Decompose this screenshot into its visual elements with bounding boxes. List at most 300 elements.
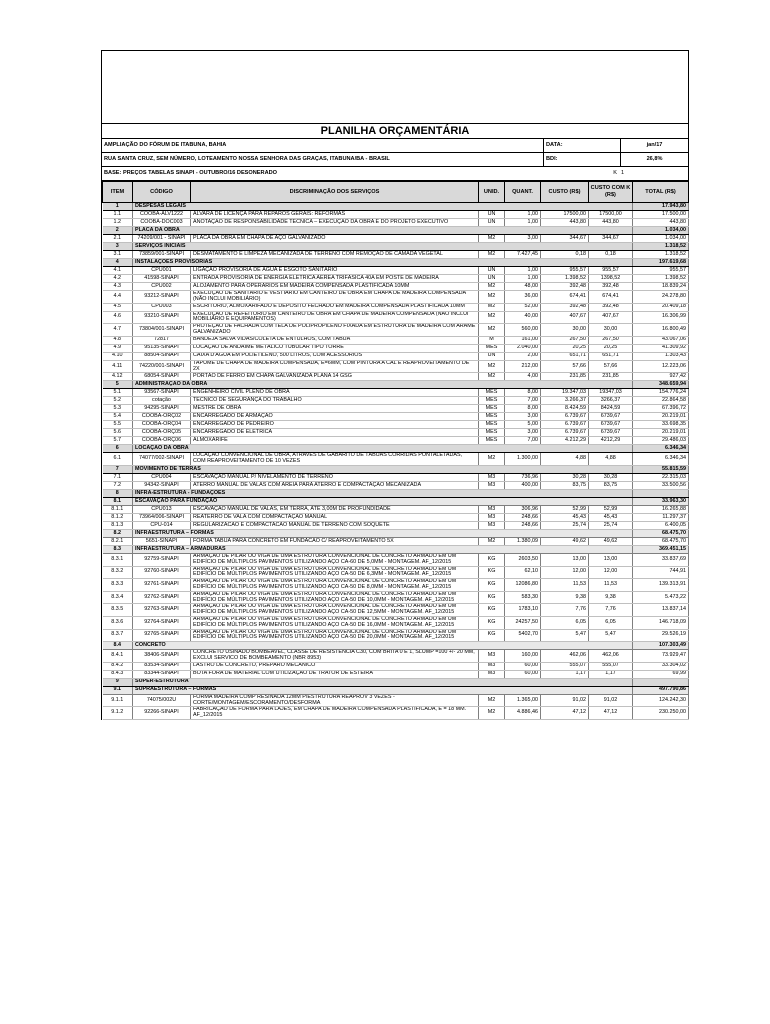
item-number: 4.11 xyxy=(103,360,133,373)
item-cost: 6,05 xyxy=(541,616,589,629)
group-title: MOVIMENTO DE TERRAS xyxy=(133,465,633,473)
group-item-number: 9.1 xyxy=(103,686,133,694)
group-item-number: 3 xyxy=(103,243,133,251)
group-row xyxy=(103,489,689,497)
item-number: 5.5 xyxy=(103,421,133,429)
item-unit: M3 xyxy=(479,521,505,529)
item-unit: MÊS xyxy=(479,437,505,445)
item-cost-k: 443,80 xyxy=(589,219,633,227)
item-number: 4.9 xyxy=(103,344,133,352)
item-cost: 11,53 xyxy=(541,579,589,592)
col-qty: QUANT. xyxy=(505,182,541,203)
item-unit: KG xyxy=(479,579,505,592)
group-row xyxy=(103,678,689,686)
item-unit: UN xyxy=(479,352,505,360)
item-unit: M2 xyxy=(479,373,505,381)
item-code: 93210-SINAPI xyxy=(133,311,191,324)
group-item-number: 2 xyxy=(103,227,133,235)
item-code: 74209/001 - SINAPI xyxy=(133,235,191,243)
table-row xyxy=(103,694,689,707)
item-code: 38406-SINAPI xyxy=(133,650,191,663)
item-cost-k: 5,47 xyxy=(589,629,633,642)
item-unit: M2 xyxy=(479,360,505,373)
table-row xyxy=(103,235,689,243)
item-cost-k: 462,06 xyxy=(589,650,633,663)
item-unit: M2 xyxy=(479,251,505,259)
item-code: 92763-SINAPI xyxy=(133,604,191,617)
group-title: PLACA DA OBRA xyxy=(133,227,633,235)
group-item-number: 9 xyxy=(103,678,133,686)
item-code: COOBA-ORÇ02 xyxy=(133,413,191,421)
item-total: 41.309,92 xyxy=(633,344,689,352)
item-unit: M3 xyxy=(479,481,505,489)
item-number: 4.3 xyxy=(103,283,133,291)
group-item-number: 6 xyxy=(103,445,133,453)
item-cost: 231,85 xyxy=(541,373,589,381)
item-total: 18.839,24 xyxy=(633,283,689,291)
item-quantity: 1.300,00 xyxy=(505,453,541,466)
item-code: COOBA-ORÇ06 xyxy=(133,437,191,445)
item-total: 16.306,99 xyxy=(633,311,689,324)
item-cost: 407,67 xyxy=(541,311,589,324)
item-code: 83344-SINAPI xyxy=(133,670,191,678)
item-description: MESTRE DE OBRA xyxy=(191,405,479,413)
item-number: 4.4 xyxy=(103,291,133,304)
item-description: FABRICAÇÃO DE FÔRMA PARA LAJES, EM CHAPA DE MADEIRA COMPENSADA PLASTIFICADA, E = 18 MM. AF_12/2015 xyxy=(191,707,479,720)
item-number: 9.1.2 xyxy=(103,707,133,720)
item-cost-k: 651,71 xyxy=(589,352,633,360)
item-number: 5.2 xyxy=(103,397,133,405)
subgroup-row xyxy=(103,529,689,537)
item-description: PROTEÇÃO DE FACHADA COM TELA DE POLIPROPILENO FIXADA EM ESTRUTURA DE MADEIRA COM ARAME GALVANIZADO xyxy=(191,324,479,337)
table-row xyxy=(103,352,689,360)
item-total: 68.475,70 xyxy=(633,537,689,545)
item-description: DESMATAMENTO E LIMPEZA MECANIZADA DE TERRENO COM REMOÇÃO DE CAMADA VEGETAL xyxy=(191,251,479,259)
item-total: 11.297,37 xyxy=(633,513,689,521)
item-number: 4.7 xyxy=(103,324,133,337)
item-quantity: 560,00 xyxy=(505,324,541,337)
item-cost-k: 91,02 xyxy=(589,694,633,707)
item-code: COOBA-ALV1222 xyxy=(133,211,191,219)
group-title: SUPER-ESTRUTURA xyxy=(133,678,633,686)
subgroup-row xyxy=(103,497,689,505)
item-description: REGULARIZACAO E COMPACTACAO MANUAL DE TERRENO COM SOQUETE xyxy=(191,521,479,529)
item-cost-k: 52,99 xyxy=(589,505,633,513)
item-quantity: 60,00 xyxy=(505,662,541,670)
table-row xyxy=(103,707,689,720)
item-cost: 7,76 xyxy=(541,604,589,617)
item-cost-k: 955,57 xyxy=(589,267,633,275)
bdi-value: 26,8% xyxy=(620,153,688,166)
item-description: ENTRADA PROVISÓRIA DE ENERGIA ELÉTRICA AÉREA TRIFÁSICA 40A EM POSTE DE MADEIRA xyxy=(191,275,479,283)
table-row xyxy=(103,373,689,381)
group-row xyxy=(103,381,689,389)
item-number: 5.1 xyxy=(103,389,133,397)
item-total: 33.304,02 xyxy=(633,662,689,670)
item-cost: 19.347,03 xyxy=(541,389,589,397)
item-cost: 344,67 xyxy=(541,235,589,243)
item-code: 74220/001-SINAPI xyxy=(133,360,191,373)
item-quantity: 40,00 xyxy=(505,311,541,324)
item-quantity: 24257,50 xyxy=(505,616,541,629)
group-total: 1.318,52 xyxy=(633,243,689,251)
item-cost-k: 12,00 xyxy=(589,566,633,579)
item-unit: MÊS xyxy=(479,397,505,405)
group-title: ADMINISTRAÇÃO DA OBRA xyxy=(133,381,633,389)
group-title: INFRA-ESTRUTURA - FUNDAÇÕES xyxy=(133,489,633,497)
group-total: 107.303,49 xyxy=(633,642,689,650)
item-description: EXECUÇÃO DE SANITÁRIO E VESTIÁRIO EM CANTEIRO DE OBRA EM CHAPA DE MADEIRA COMPENSADA (NÃO INCLUI MOBILIÁRIO) xyxy=(191,291,479,304)
item-quantity: 8,00 xyxy=(505,405,541,413)
item-unit: MÊS xyxy=(479,429,505,437)
item-code: 68054-SINAPI xyxy=(133,373,191,381)
item-description: ARMAÇÃO DE PILAR OU VIGA DE UMA ESTRUTURA CONVENCIONAL DE CONCRETO ARMADO EM UM EDIFÍCIO DE MÚLTIPLOS PAVIMENTOS UTILIZANDO AÇO CA-50 DE 16,0MM - MONTAGEM. AF_12/2015 xyxy=(191,616,479,629)
table-row xyxy=(103,421,689,429)
item-description: TÉCNICO DE SEGURANÇA DO TRABALHO xyxy=(191,397,479,405)
item-unit: M3 xyxy=(479,473,505,481)
item-cost: 443,80 xyxy=(541,219,589,227)
item-code: 95135-SINAPI xyxy=(133,344,191,352)
item-cost-k: 7,76 xyxy=(589,604,633,617)
item-cost-k: 4212,29 xyxy=(589,437,633,445)
item-quantity: 52,00 xyxy=(505,303,541,311)
item-description: FORMA TABUA PARA CONCRETO EM FUNDACAO C/ REAPROVEITAMENTO 5X xyxy=(191,537,479,545)
item-cost-k: 19347,03 xyxy=(589,389,633,397)
item-code: 92760-SINAPI xyxy=(133,566,191,579)
item-code: COOBA-ORÇ05 xyxy=(133,429,191,437)
item-description: ARMAÇÃO DE PILAR OU VIGA DE UMA ESTRUTURA CONVENCIONAL DE CONCRETO ARMADO EM UM EDIFÍCIO DE MÚLTIPLOS PAVIMENTOS UTILIZANDO AÇO CA-50 DE 12,5MM - MONTAGEM. AF_12/2015 xyxy=(191,604,479,617)
item-cost-k: 1,17 xyxy=(589,670,633,678)
item-quantity: 62,10 xyxy=(505,566,541,579)
item-cost: 4,88 xyxy=(541,453,589,466)
subgroup-row xyxy=(103,686,689,694)
item-description: CAIXA D'ÁGUA EM POLIETILENO, 500 LITROS, COM ACESSÓRIOS xyxy=(191,352,479,360)
group-row xyxy=(103,465,689,473)
item-quantity: 12086,80 xyxy=(505,579,541,592)
item-number: 5.4 xyxy=(103,413,133,421)
item-code: 73964/006-SINAPI xyxy=(133,513,191,521)
item-total: 20.219,01 xyxy=(633,413,689,421)
table-row xyxy=(103,219,689,227)
item-cost-k: 1398,52 xyxy=(589,275,633,283)
item-total: 1.034,00 xyxy=(633,235,689,243)
item-cost-k: 20,25 xyxy=(589,344,633,352)
item-cost: 13,00 xyxy=(541,553,589,566)
item-unit: M2 xyxy=(479,707,505,720)
item-code: COOBA-ORÇ04 xyxy=(133,421,191,429)
item-code: 74077/002-SINAPI xyxy=(133,453,191,466)
item-unit: KG xyxy=(479,566,505,579)
item-number: 8.3.2 xyxy=(103,566,133,579)
item-code: CPU003 xyxy=(133,303,191,311)
group-total xyxy=(633,489,689,497)
item-cost-k: 6739,67 xyxy=(589,429,633,437)
item-number: 1.2 xyxy=(103,219,133,227)
item-cost-k: 392,48 xyxy=(589,283,633,291)
item-quantity: 1,00 xyxy=(505,219,541,227)
item-total: 22.315,03 xyxy=(633,473,689,481)
item-cost: 6.739,67 xyxy=(541,429,589,437)
item-description: ATERRO MANUAL DE VALAS COM AREIA PARA ATERRO E COMPACTAÇÃO MECANIZADA xyxy=(191,481,479,489)
item-description: ARMAÇÃO DE PILAR OU VIGA DE UMA ESTRUTURA CONVENCIONAL DE CONCRETO ARMADO EM UM EDIFÍCIO DE MÚLTIPLOS PAVIMENTOS UTILIZANDO AÇO CA-50 DE 8,0MM - MONTAGEM. AF_12/2015 xyxy=(191,579,479,592)
item-description: ARMAÇÃO DE PILAR OU VIGA DE UMA ESTRUTURA CONVENCIONAL DE CONCRETO ARMADO EM UM EDIFÍCIO DE MÚLTIPLOS PAVIMENTOS UTILIZANDO AÇO CA-60 DE 5,0MM - MONTAGEM. AF_12/2015 xyxy=(191,553,479,566)
table-row xyxy=(103,513,689,521)
table-header-row xyxy=(103,182,689,203)
item-unit: UN xyxy=(479,267,505,275)
item-cost-k: 6739,67 xyxy=(589,421,633,429)
table-row xyxy=(103,553,689,566)
item-description: ENCARREGADO DE PEDREIRO xyxy=(191,421,479,429)
item-cost: 30,28 xyxy=(541,473,589,481)
item-code: CPU004 xyxy=(133,473,191,481)
group-title: INFRAESTRUTURA – FORMAS xyxy=(133,529,633,537)
item-unit: UN xyxy=(479,275,505,283)
item-unit: M2 xyxy=(479,303,505,311)
item-number: 8.3.7 xyxy=(103,629,133,642)
item-quantity: 5402,70 xyxy=(505,629,541,642)
k-label: K xyxy=(613,170,617,176)
item-unit: KG xyxy=(479,629,505,642)
item-code: 92266-SINAPI xyxy=(133,707,191,720)
item-quantity: 4,00 xyxy=(505,373,541,381)
item-cost: 392,48 xyxy=(541,283,589,291)
item-total: 6.346,34 xyxy=(633,453,689,466)
item-number: 8.3.5 xyxy=(103,604,133,617)
table-row xyxy=(103,324,689,337)
group-item-number: 7 xyxy=(103,465,133,473)
item-number: 1.1 xyxy=(103,211,133,219)
table-row xyxy=(103,397,689,405)
item-unit: M3 xyxy=(479,650,505,663)
item-unit: M2 xyxy=(479,537,505,545)
item-unit: M3 xyxy=(479,513,505,521)
item-description: TAPUME DE CHAPA DE MADEIRA COMPENSADA, E=6MM, COM PINTURA A CAL E REAPROVEITAMENTO DE 2X xyxy=(191,360,479,373)
item-code: 72817 xyxy=(133,336,191,344)
item-total: 33.837,69 xyxy=(633,553,689,566)
item-quantity: 7,00 xyxy=(505,437,541,445)
group-title: ESCAVAÇÃO PARA FUNDAÇÃO xyxy=(133,497,633,505)
budget-sheet xyxy=(101,50,689,720)
item-number: 7.2 xyxy=(103,481,133,489)
group-row xyxy=(103,227,689,235)
group-total: 197.619,68 xyxy=(633,259,689,267)
item-cost: 30,00 xyxy=(541,324,589,337)
table-row xyxy=(103,481,689,489)
budget-table xyxy=(102,181,689,720)
item-cost-k: 30,00 xyxy=(589,324,633,337)
table-row xyxy=(103,344,689,352)
group-item-number: 4 xyxy=(103,259,133,267)
item-description: LASTRO DE CONCRETO, PREPARO MECANICO xyxy=(191,662,479,670)
item-number: 9.1.1 xyxy=(103,694,133,707)
group-title: INFRAESTRUTURA – ARMADURAS xyxy=(133,545,633,553)
date-value: jan/17 xyxy=(620,139,688,152)
item-cost-k: 49,62 xyxy=(589,537,633,545)
group-item-number: 8.2 xyxy=(103,529,133,537)
item-description: BANDEJA SALVA VIDAS/COLETA DE ENTULHOS, COM TÁBUA xyxy=(191,336,479,344)
item-number: 8.1.2 xyxy=(103,513,133,521)
table-row xyxy=(103,537,689,545)
item-quantity: 1.365,00 xyxy=(505,694,541,707)
table-row xyxy=(103,437,689,445)
k-value: 1 xyxy=(621,170,625,176)
col-total: TOTAL (R$) xyxy=(633,182,689,203)
item-total: 16.800,49 xyxy=(633,324,689,337)
item-cost-k: 45,43 xyxy=(589,513,633,521)
item-total: 73.929,47 xyxy=(633,650,689,663)
item-cost-k: 47,12 xyxy=(589,707,633,720)
item-total: 443,80 xyxy=(633,219,689,227)
group-total xyxy=(633,678,689,686)
item-description: PLACA DA OBRA EM CHAPA DE AÇO GALVANIZADO xyxy=(191,235,479,243)
item-code: 74075/002U xyxy=(133,694,191,707)
item-unit: KG xyxy=(479,616,505,629)
item-number: 4.2 xyxy=(103,275,133,283)
item-description: ENGENHEIRO CIVIL PLENO DE OBRA xyxy=(191,389,479,397)
item-number: 4.8 xyxy=(103,336,133,344)
item-cost: 392,48 xyxy=(541,303,589,311)
item-code: 92761-SINAPI xyxy=(133,579,191,592)
item-total: 22.864,58 xyxy=(633,397,689,405)
item-quantity: 2603,50 xyxy=(505,553,541,566)
item-description: ENCARREGADO DE ELÉTRICA xyxy=(191,429,479,437)
group-total: 497.790,86 xyxy=(633,686,689,694)
group-total: 33.963,30 xyxy=(633,497,689,505)
bdi-label: BDI: xyxy=(543,153,620,166)
table-row xyxy=(103,579,689,592)
item-cost: 91,02 xyxy=(541,694,589,707)
table-row xyxy=(103,566,689,579)
item-total: 29.486,03 xyxy=(633,437,689,445)
group-title: CONCRETO xyxy=(133,642,633,650)
item-cost-k: 674,41 xyxy=(589,291,633,304)
item-cost: 1,17 xyxy=(541,670,589,678)
table-row xyxy=(103,629,689,642)
item-cost-k: 30,28 xyxy=(589,473,633,481)
table-row xyxy=(103,505,689,513)
item-cost: 83,75 xyxy=(541,481,589,489)
item-cost: 674,41 xyxy=(541,291,589,304)
item-quantity: 60,00 xyxy=(505,670,541,678)
item-cost: 45,43 xyxy=(541,513,589,521)
price-base: BASE: PREÇOS TABELAS SINAPI - OUTUBRO/16 DESONERADO xyxy=(104,170,278,176)
item-cost-k: 392,48 xyxy=(589,303,633,311)
item-cost-k: 83,75 xyxy=(589,481,633,489)
item-quantity: 306,96 xyxy=(505,505,541,513)
item-cost: 12,00 xyxy=(541,566,589,579)
item-description: LOCAÇÃO CONVENCIONAL DE OBRA, ATRAVÉS DE GABARITO DE TÁBUAS CORRIDAS PONTALETADAS, COM REAPROVEITAMENTO DE 10 VEZES xyxy=(191,453,479,466)
subgroup-row xyxy=(103,642,689,650)
item-number: 8.3.3 xyxy=(103,579,133,592)
col-unit: UNID. xyxy=(479,182,505,203)
item-code: 92765-SINAPI xyxy=(133,629,191,642)
item-cost: 8.424,59 xyxy=(541,405,589,413)
item-number: 4.5 xyxy=(103,303,133,311)
group-row xyxy=(103,259,689,267)
item-total: 13.837,14 xyxy=(633,604,689,617)
item-cost-k: 0,18 xyxy=(589,251,633,259)
item-cost: 1.398,52 xyxy=(541,275,589,283)
item-total: 43.067,06 xyxy=(633,336,689,344)
item-description: ENCARREGADO DE ARMAÇÃO xyxy=(191,413,479,421)
item-unit: MÊS xyxy=(479,405,505,413)
item-code: CPU001 xyxy=(133,267,191,275)
item-quantity: 3,00 xyxy=(505,429,541,437)
item-number: 5.3 xyxy=(103,405,133,413)
item-cost-k: 3266,37 xyxy=(589,397,633,405)
table-row xyxy=(103,521,689,529)
item-unit: M3 xyxy=(479,662,505,670)
base-row xyxy=(102,167,688,181)
group-item-number: 5 xyxy=(103,381,133,389)
item-number: 8.1.1 xyxy=(103,505,133,513)
item-quantity: 7.427,45 xyxy=(505,251,541,259)
item-quantity: 1,00 xyxy=(505,275,541,283)
item-cost-k: 25,74 xyxy=(589,521,633,529)
item-total: 33.500,56 xyxy=(633,481,689,489)
item-cost-k: 231,85 xyxy=(589,373,633,381)
table-body xyxy=(103,203,689,720)
item-total: 67.396,72 xyxy=(633,405,689,413)
item-cost: 49,62 xyxy=(541,537,589,545)
item-cost: 25,74 xyxy=(541,521,589,529)
item-total: 69,99 xyxy=(633,670,689,678)
item-code: 94342-SINAPI xyxy=(133,481,191,489)
item-unit: M3 xyxy=(479,670,505,678)
item-total: 29.526,19 xyxy=(633,629,689,642)
group-item-number: 8 xyxy=(103,489,133,497)
item-cost: 267,50 xyxy=(541,336,589,344)
item-number: 6.1 xyxy=(103,453,133,466)
item-quantity: 161,00 xyxy=(505,336,541,344)
group-total: 55.815,59 xyxy=(633,465,689,473)
item-unit: M2 xyxy=(479,453,505,466)
table-row xyxy=(103,360,689,373)
item-unit: UN xyxy=(479,211,505,219)
item-unit: UN xyxy=(479,219,505,227)
item-cost: 462,06 xyxy=(541,650,589,663)
item-total: 5.473,22 xyxy=(633,591,689,604)
item-cost: 555,07 xyxy=(541,662,589,670)
col-cost-k: CUSTO COM K (R$) xyxy=(589,182,633,203)
group-total: 17.943,80 xyxy=(633,203,689,211)
item-total: 154.776,24 xyxy=(633,389,689,397)
group-row xyxy=(103,445,689,453)
item-unit: KG xyxy=(479,604,505,617)
item-cost-k: 267,50 xyxy=(589,336,633,344)
item-quantity: 583,30 xyxy=(505,591,541,604)
item-code: 92764-SINAPI xyxy=(133,616,191,629)
item-cost: 52,99 xyxy=(541,505,589,513)
item-quantity: 48,00 xyxy=(505,283,541,291)
item-description: ESCAVAÇÃO MANUAL P/ NIVELAMENTO DE TERRENO xyxy=(191,473,479,481)
item-quantity: 4.886,46 xyxy=(505,707,541,720)
group-total: 348.659,94 xyxy=(633,381,689,389)
group-title: LOCAÇÃO DA OBRA xyxy=(133,445,633,453)
item-number: 4.6 xyxy=(103,311,133,324)
item-number: 4.1 xyxy=(103,267,133,275)
group-total: 68.475,70 xyxy=(633,529,689,537)
item-total: 20.409,18 xyxy=(633,303,689,311)
item-cost: 651,71 xyxy=(541,352,589,360)
item-total: 1.318,52 xyxy=(633,251,689,259)
item-cost-k: 344,67 xyxy=(589,235,633,243)
header-blank-area xyxy=(102,51,688,124)
table-row xyxy=(103,591,689,604)
item-cost: 0,18 xyxy=(541,251,589,259)
table-row xyxy=(103,429,689,437)
item-cost: 4.212,29 xyxy=(541,437,589,445)
